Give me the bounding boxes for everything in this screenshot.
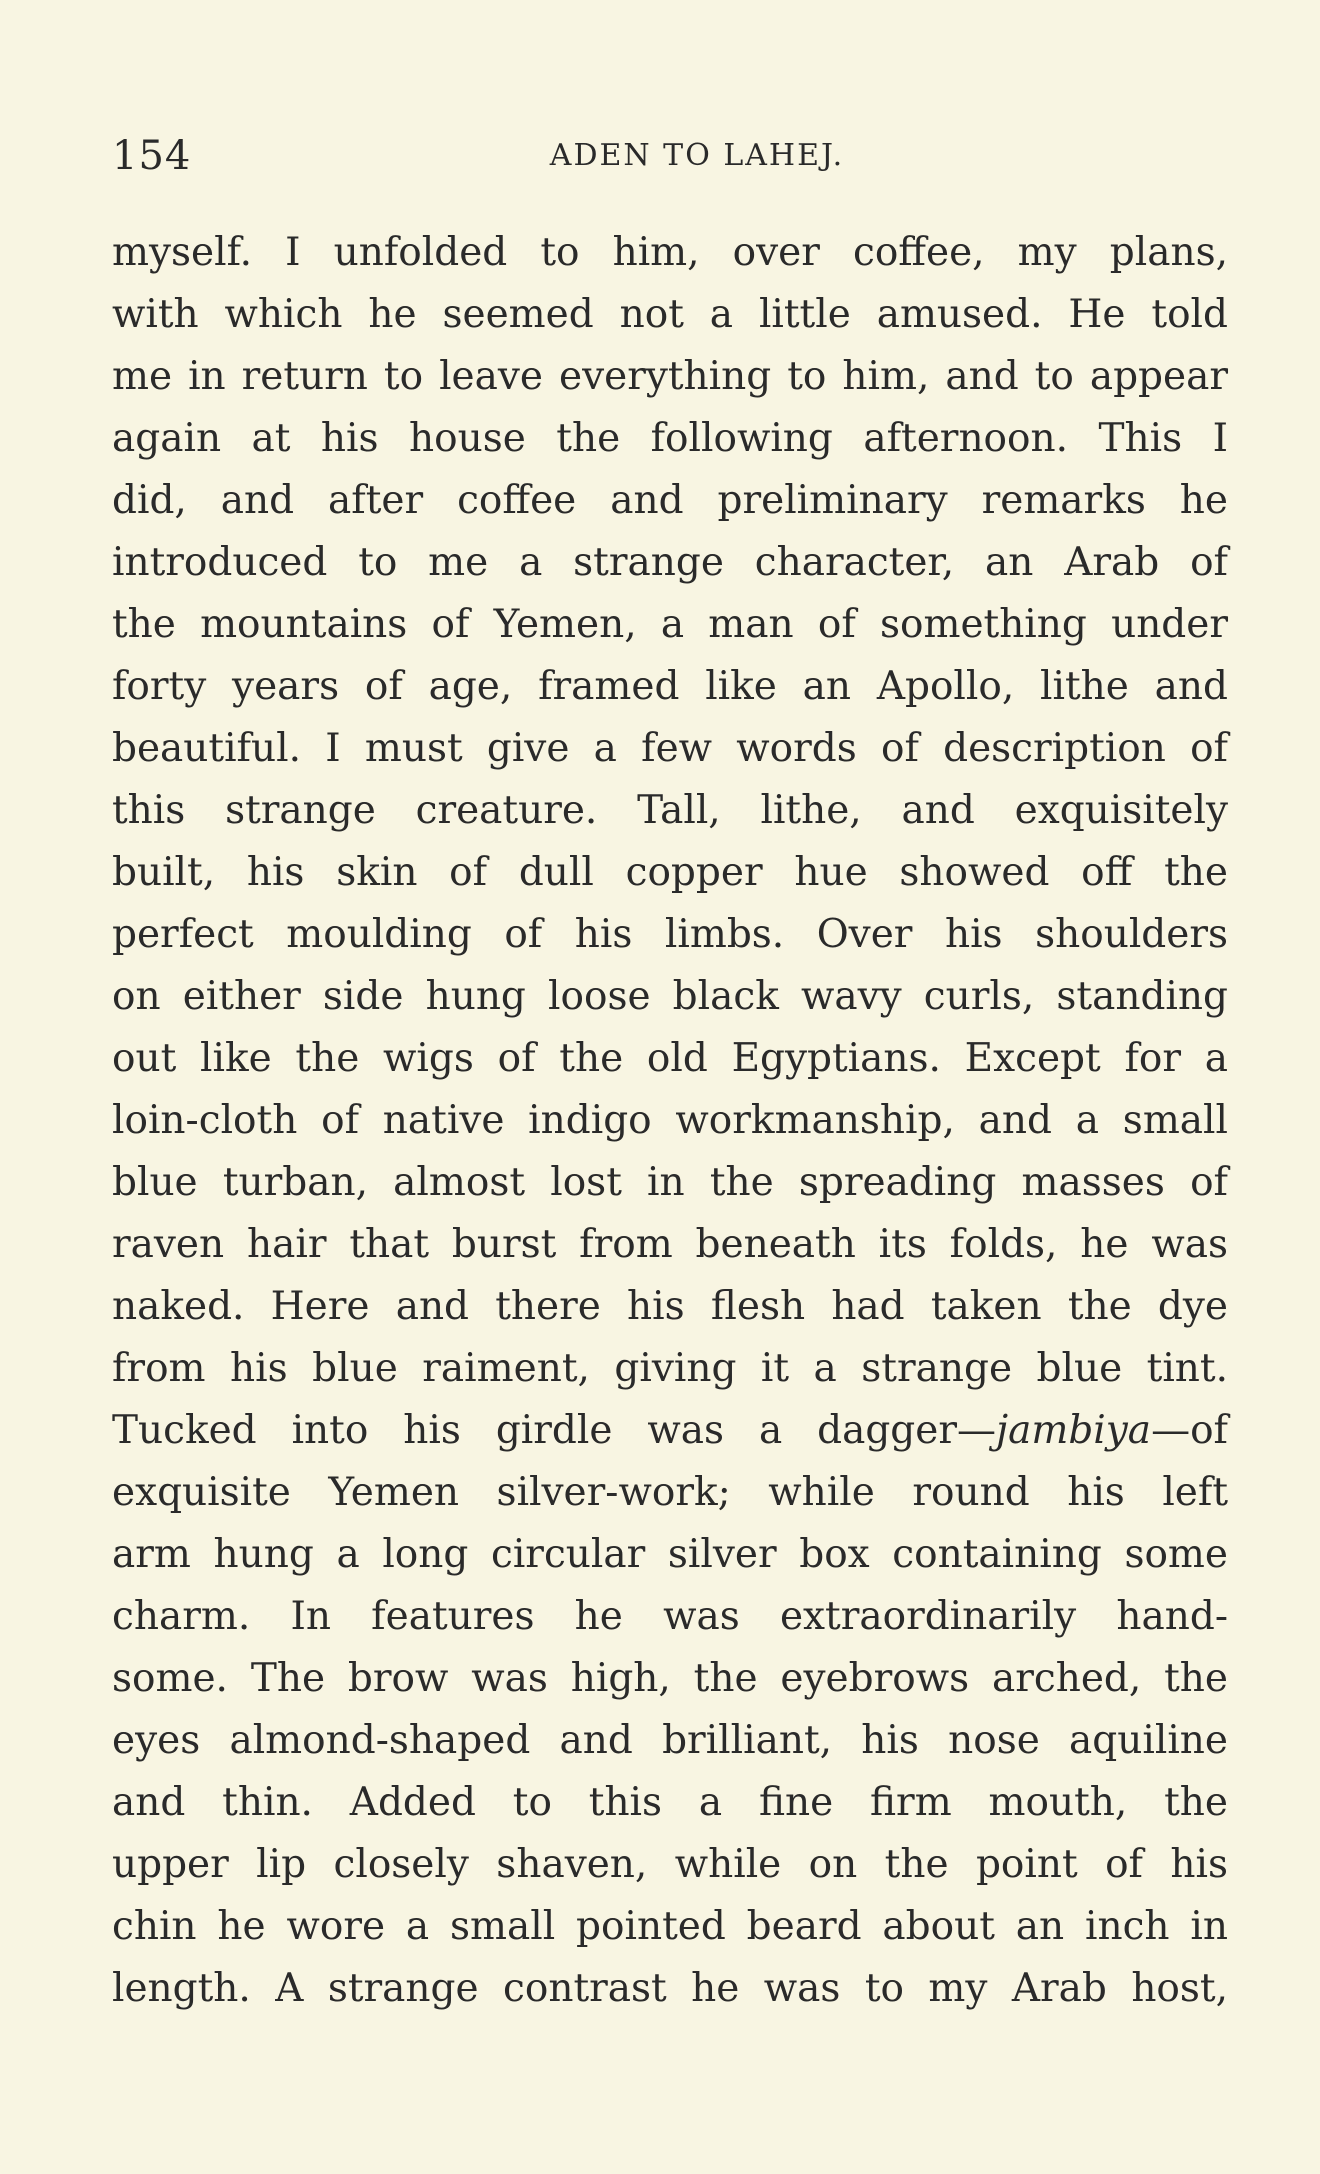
text-line: length. A strange contrast he was to my Arab host, <box>112 1966 1228 2011</box>
text-line: arm hung a long circular silver box containing some <box>112 1532 1228 1577</box>
running-head: ADEN TO LAHEJ. <box>549 138 845 173</box>
text-line: this strange creature. Tall, lithe, and exquisitely <box>112 788 1228 833</box>
text-line: introduced to me a strange character, an Arab of <box>112 540 1228 585</box>
text-line: beautiful. I must give a few words of description of <box>112 726 1228 771</box>
body-text <box>112 222 1228 2020</box>
text-line: upper lip closely shaven, while on the point of his <box>112 1842 1228 1887</box>
text-line: exquisite Yemen silver-work; while round his left <box>112 1470 1228 1515</box>
text-line: built, his skin of dull copper hue showed off the <box>112 850 1228 895</box>
text-line: raven hair that burst from beneath its folds, he was <box>112 1222 1228 1267</box>
text-line: Tucked into his girdle was a dagger—jambiya—of <box>112 1408 1228 1453</box>
text-line: with which he seemed not a little amused. He told <box>112 292 1228 337</box>
text-line: myself. I unfolded to him, over coffee, my plans, <box>112 230 1228 275</box>
text-line: again at his house the following afternoon. This I <box>112 416 1228 461</box>
text-line: did, and after coffee and preliminary remarks he <box>112 478 1228 523</box>
page-header <box>112 128 1232 184</box>
text-line: chin he wore a small pointed beard about an inch in <box>112 1904 1228 1949</box>
text-line: charm. In features he was extraordinarily hand- <box>112 1594 1228 1639</box>
text-line: some. The brow was high, the eyebrows arched, the <box>112 1656 1228 1701</box>
italic-term: jambiya <box>996 1408 1152 1453</box>
text-line: perfect moulding of his limbs. Over his shoulders <box>112 912 1228 957</box>
text-line: out like the wigs of the old Egyptians. Except for a <box>112 1036 1228 1081</box>
text-line: the mountains of Yemen, a man of something under <box>112 602 1228 647</box>
text-line: on either side hung loose black wavy curls, standing <box>112 974 1228 1019</box>
text-line: eyes almond-shaped and brilliant, his nose aquiline <box>112 1718 1228 1763</box>
text-line: and thin. Added to this a fine firm mouth, the <box>112 1780 1228 1825</box>
page-number: 154 <box>112 133 192 179</box>
text-line: forty years of age, framed like an Apollo, lithe and <box>112 664 1228 709</box>
text-line: from his blue raiment, giving it a strange blue tint. <box>112 1346 1228 1391</box>
text-line: blue turban, almost lost in the spreading masses of <box>112 1160 1228 1205</box>
text-line: me in return to leave everything to him, and to appear <box>112 354 1228 399</box>
text-line: loin-cloth of native indigo workmanship, and a small <box>112 1098 1228 1143</box>
text-line: naked. Here and there his flesh had taken the dye <box>112 1284 1228 1329</box>
